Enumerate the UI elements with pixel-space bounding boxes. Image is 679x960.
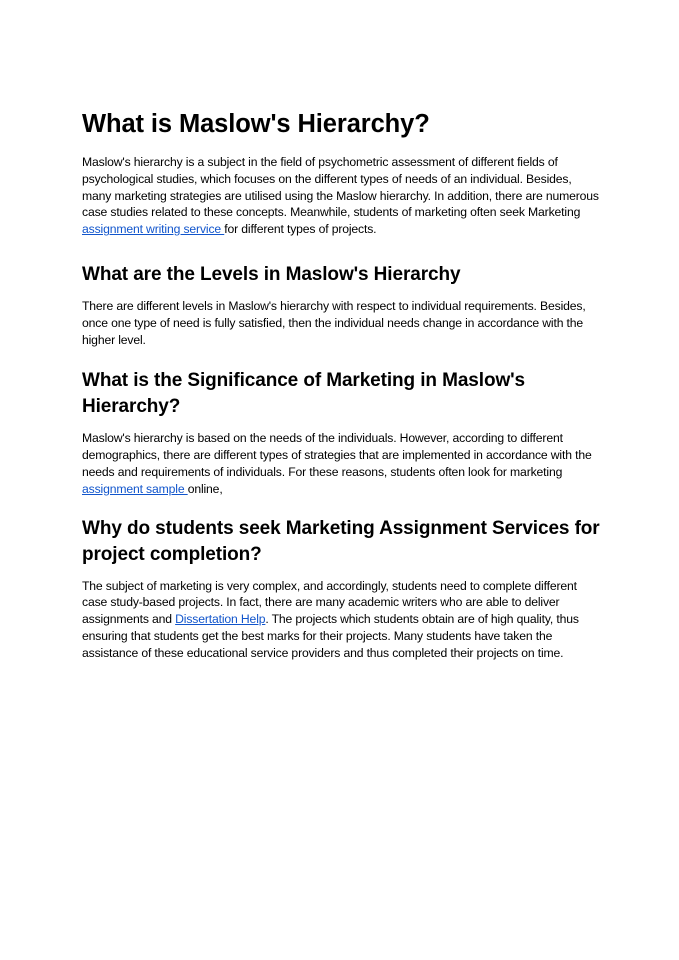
significance-text-after-link: online, [187, 481, 223, 496]
significance-text-before-link: Maslow's hierarchy is based on the needs of the individuals. However, according to different demographics, there are different types of strategies that are implemented in accordance with the needs and requirements of individuals. For these reasons, students often look for marketing [82, 431, 592, 479]
dissertation-help-link[interactable]: Dissertation Help [175, 612, 266, 627]
assignment-sample-link[interactable]: assignment sample [82, 481, 188, 496]
section-heading-levels: What are the Levels in Maslow's Hierarchy [82, 263, 461, 285]
section-body-significance [82, 430, 602, 497]
intro-text-after-link: for different types of projects. [224, 222, 377, 237]
intro-text-before-link: Maslow's hierarchy is a subject in the field of psychometric assessment of different fields of psychological studies, which focuses on the different types of needs of an individual. Besides, many marketing strategies are utilised using the Maslow hierarchy. In addition, there are numerous case studies related to these concepts. Meanwhile, students of marketing often seek Marketing [82, 155, 599, 220]
intro-paragraph [82, 154, 602, 238]
page-title: What is Maslow's Hierarchy? [82, 110, 430, 138]
section-body-levels: There are different levels in Maslow's hierarchy with respect to individual requirements. Besides, once one type of need is fully satisfied, then the individual needs change in accordance with the higher level. [82, 298, 586, 347]
section-heading-services: Why do students seek Marketing Assignment Services for project completion? [82, 517, 600, 565]
section-body-services [82, 578, 602, 662]
services-text-after-link: . The projects which students obtain are of high quality, thus ensuring that students get the best marks for their projects. Many students have taken the assistance of these educational service providers and thus completed their projects on time. [82, 612, 579, 660]
section-heading-significance: What is the Significance of Marketing in Maslow's Hierarchy? [82, 370, 526, 418]
assignment-writing-service-link[interactable]: assignment writing service [82, 222, 225, 237]
document-page [82, 108, 602, 662]
services-text-before-link: The subject of marketing is very complex, and accordingly, students need to complete different case study-based projects. In fact, there are many academic writers who are able to deliver assignments and [82, 578, 577, 627]
